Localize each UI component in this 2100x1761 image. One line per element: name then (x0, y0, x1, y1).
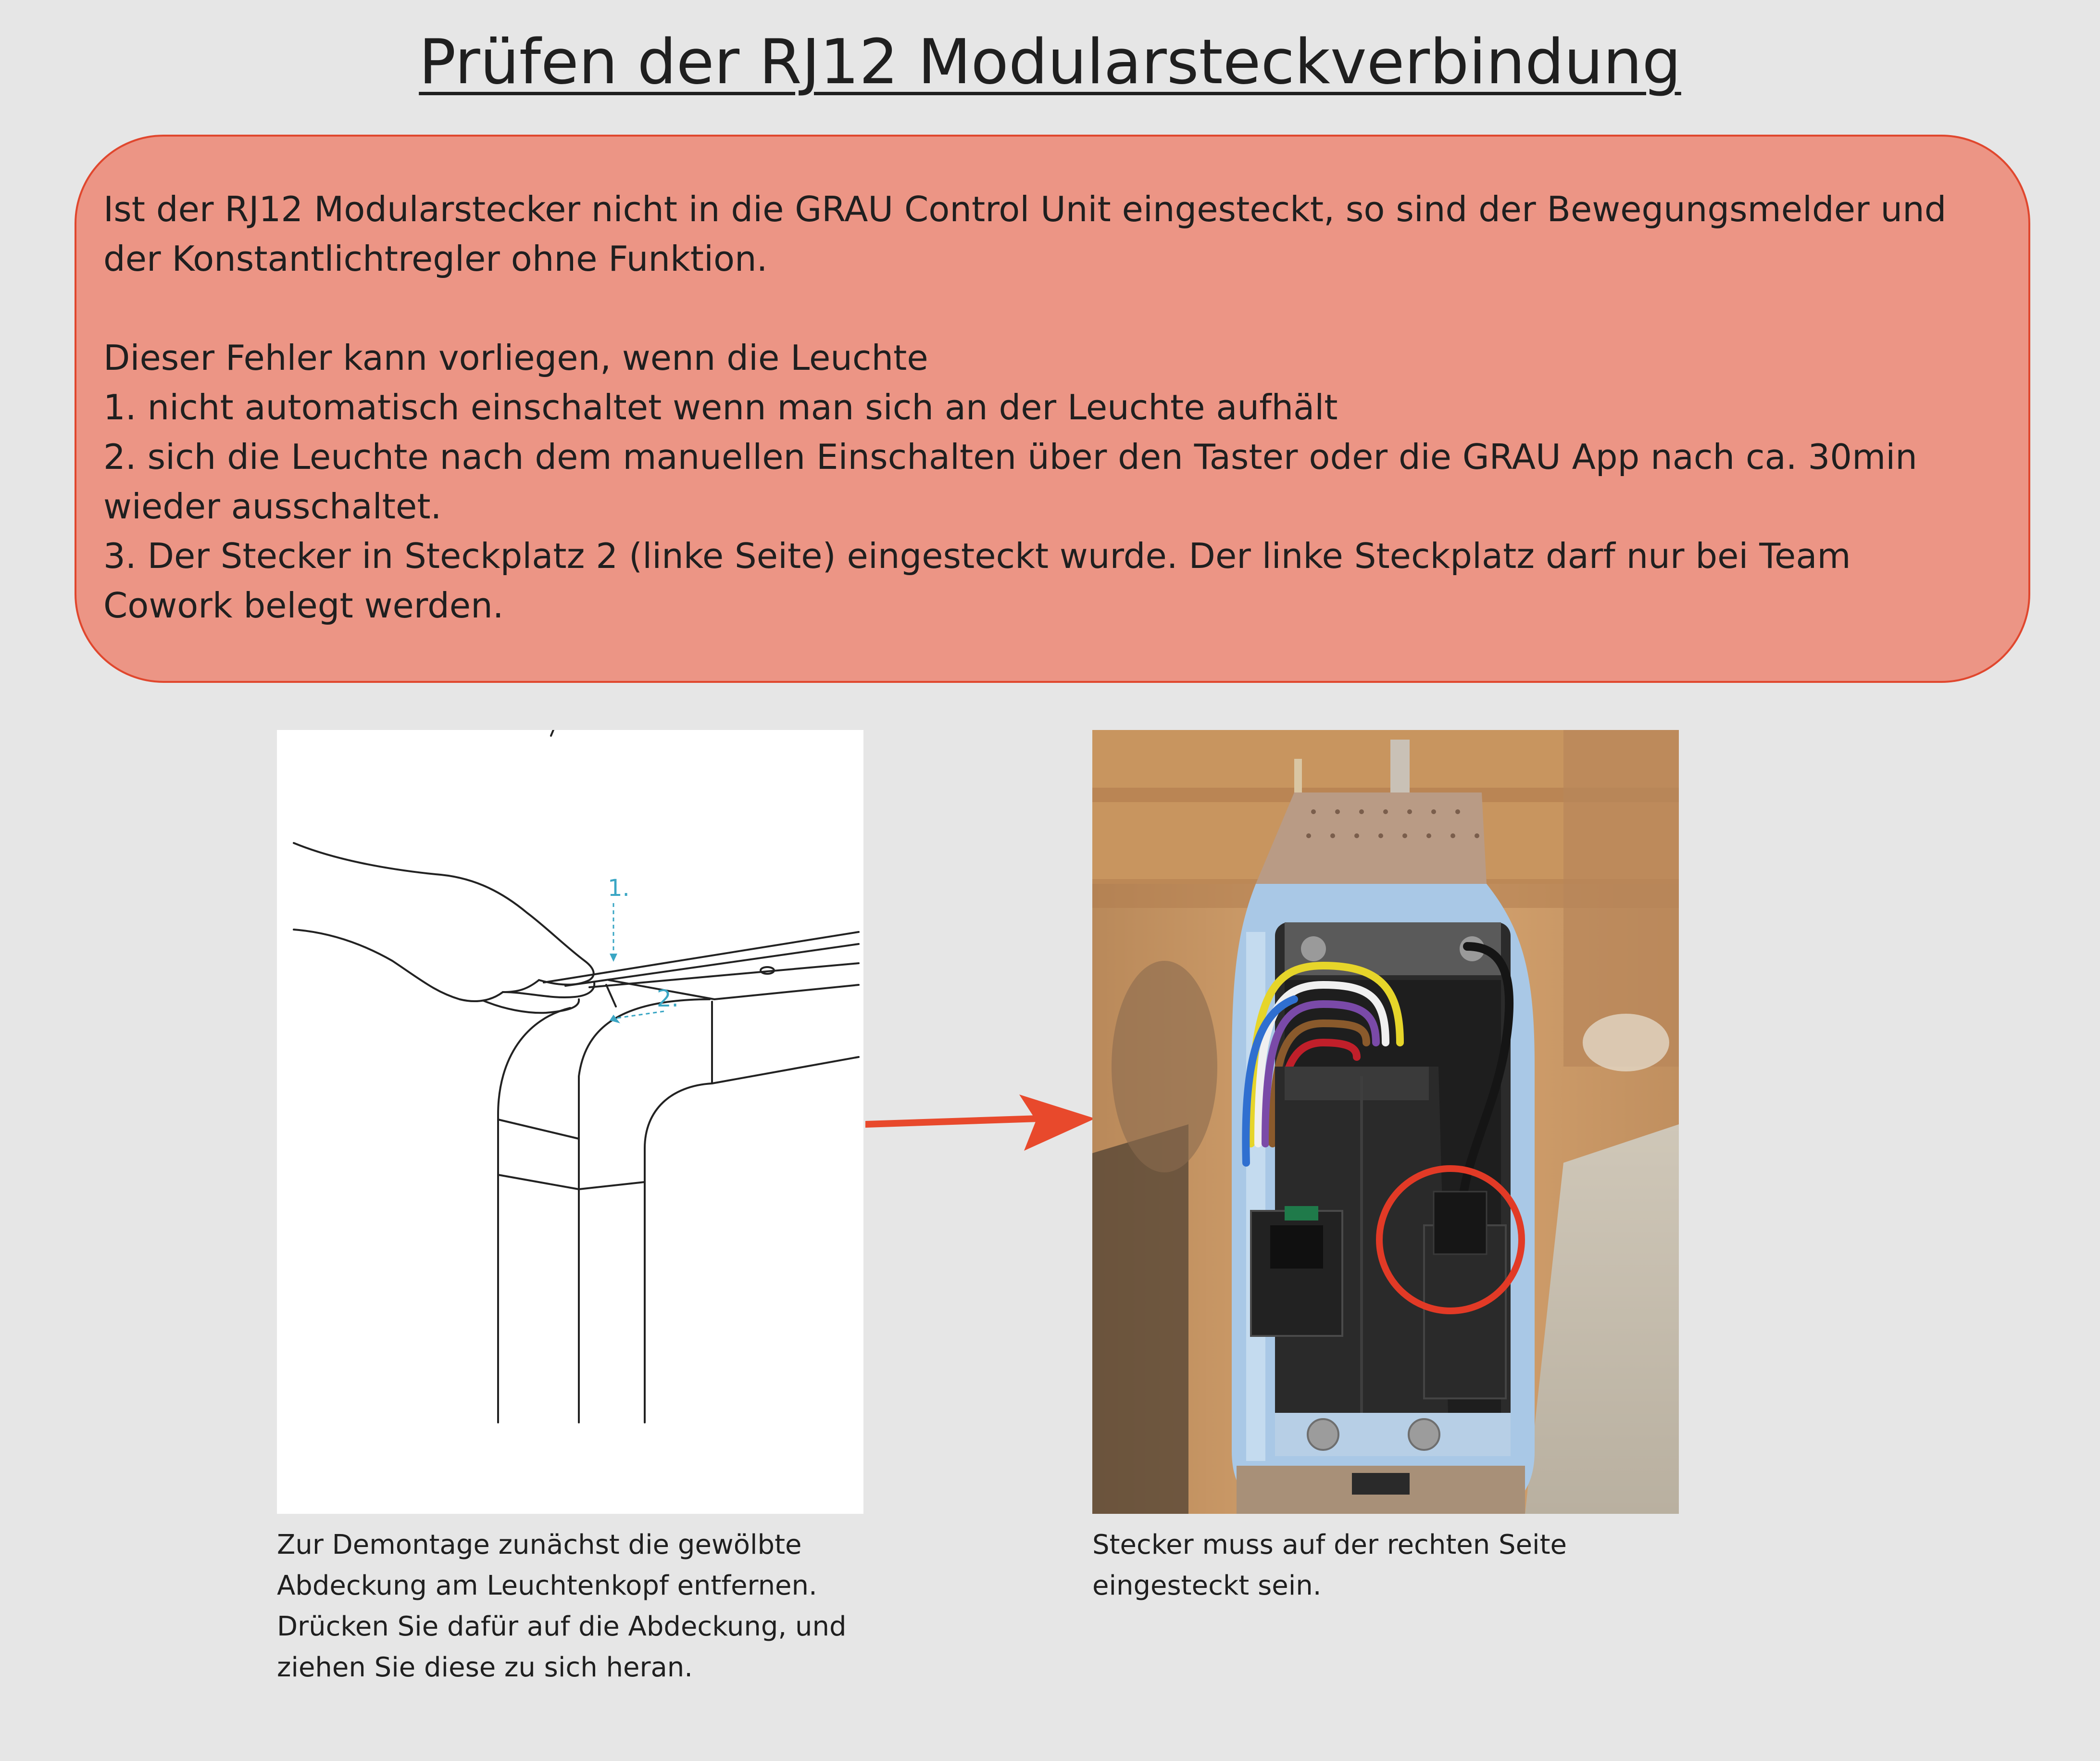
step-2-label: 2. (657, 985, 679, 1012)
drawing-caption: Zur Demontage zunächst die gewölbte Abdeckung am Leuchtenkopf entfernen. Drücken Sie dafür auf die Abdeckung, und ziehen Sie diese zu sich heran. (277, 1529, 847, 1683)
disassembly-drawing-svg (277, 730, 863, 1514)
arrow-right-icon (865, 1091, 1096, 1153)
info-item-2: 2. sich die Leuchte nach dem manuellen Einschalten über den Taster oder die GRAU App nach ca. 30min wieder ausschaltet. (103, 437, 1917, 527)
info-item-3: 3. Der Stecker in Steckplatz 2 (linke Seite) eingesteckt wurde. Der linke Steckplatz darf nur bei Team Cowork belegt werden. (103, 536, 1851, 626)
info-item-1: 1. nicht automatisch einschaltet wenn man sich an der Leuchte aufhält (103, 387, 1338, 428)
disassembly-drawing (277, 730, 863, 1514)
info-box (75, 135, 2030, 683)
photo-caption: Stecker muss auf der rechten Seite eingesteckt sein. (1092, 1529, 1567, 1601)
info-paragraph: Ist der RJ12 Modularstecker nicht in die GRAU Control Unit eingesteckt, so sind der Bewegungsmelder und der Konstantlichtregler ohne Funktion. (103, 189, 1947, 279)
info-intro: Dieser Fehler kann vorliegen, wenn die Leuchte (103, 338, 928, 378)
plug-photo-svg (1092, 730, 1679, 1514)
plug-photo (1092, 730, 1679, 1514)
page-title: Prüfen der RJ12 Modularsteckverbindung (419, 26, 1681, 98)
step-1-label: 1. (608, 875, 630, 902)
